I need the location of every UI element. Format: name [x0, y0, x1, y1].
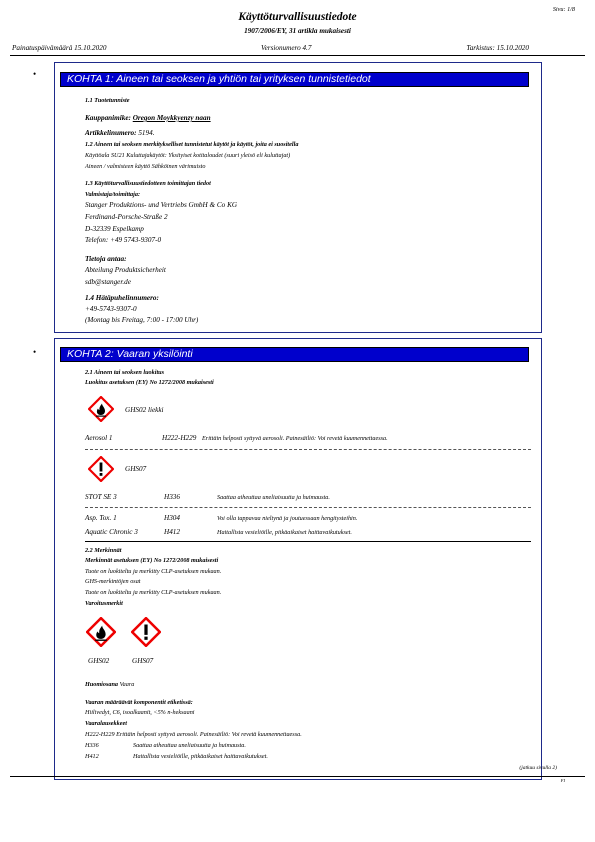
- pictograms-label: Varoitusmerkit: [85, 600, 123, 607]
- hazard-statement: Haitallista vesieliöille, pitkäaikaiset haittavaikutukset.: [133, 753, 268, 760]
- components-label: Vaaran määräävät komponentit etiketissä:: [85, 699, 193, 706]
- use-sector: Käyttöala SU21 Kuluttajakäytöt: Yksityiset kotitaloudet (suuri yleisö eli kuluttajat): [85, 152, 291, 159]
- ghs07-label: GHS07: [125, 465, 147, 473]
- s1-3-title: 1.3 Käyttöturvallisuustiedotteen toimittajan tiedot: [85, 180, 211, 187]
- trade-name-row: [85, 114, 211, 122]
- s1-2-title: 1.2 Aineen tai seoksen merkitykselliset tunnistetut käytöt ja käytöt, joita ei suositella: [85, 141, 299, 148]
- asp-hcode: H304: [164, 514, 180, 522]
- hazard-label: Vaaralausekkeet: [85, 720, 127, 727]
- components-value: Hiilivedyt, C6, isoalkaanit, <5% n-heksaani: [85, 709, 195, 716]
- header-divider: [10, 55, 585, 56]
- aerosol-hcode: H222-H229: [162, 434, 197, 442]
- article-value: 5194.: [138, 129, 155, 137]
- document-title: Käyttöturvallisuustiedote: [238, 11, 357, 23]
- ghs02-label: GHS02 liekki: [125, 406, 164, 414]
- exclamation-icon: [131, 617, 161, 647]
- emergency-line: +49-5743-9307-0: [85, 305, 137, 313]
- asp-text: Voi olla tappavaa nieltynä ja joutuessaan hengitysteihin.: [217, 515, 358, 522]
- aquatic-class: Aquatic Chronic 3: [85, 528, 138, 536]
- trade-name-value: Oregon Moykkyenzy naan: [132, 114, 211, 122]
- s2-2-title: 2.2 Merkinnät: [85, 547, 122, 554]
- signal-label: Huomiosana: [85, 681, 119, 688]
- asp-class: Asp. Tox. 1: [85, 514, 117, 522]
- hazard-statement: Saattaa aiheuttaa uneliaisuutta ja huimausta.: [133, 742, 246, 749]
- print-date: Painatuspäivämäärä 15.10.2020: [12, 44, 107, 52]
- info-line: sdb@stanger.de: [85, 278, 131, 286]
- country-code: FI: [560, 778, 565, 783]
- page-number: Sivu: 1/8: [552, 6, 575, 13]
- maker-label: Valmistaja/toimittaja:: [85, 191, 141, 198]
- labelling-line: Tuote on luokiteltu ja merkitty CLP-asetuksen mukaan.: [85, 589, 222, 596]
- version-number: Versionumero 4.7: [261, 44, 312, 52]
- revision-date: Tarkistus: 15.10.2020: [466, 44, 529, 52]
- info-label: Tietoja antaa:: [85, 255, 127, 263]
- s1-4-title: 1.4 Hätäpuhelinnumero:: [85, 294, 159, 302]
- hazard-code: H412: [85, 753, 99, 760]
- section-2-heading: KOHTA 2: Vaaran yksilöinti: [60, 347, 529, 362]
- labelling-line: GHS-merkintöjen osat: [85, 578, 141, 585]
- continued-note: (jatkuu sivulla 2): [519, 765, 557, 771]
- aquatic-hcode: H412: [164, 528, 180, 536]
- exclamation-icon: [88, 456, 114, 482]
- hazard-statement: H222-H229 Erittäin helposti syttyvä aerosoli. Painesäiliö: Voi revetä kuumennettaessa.: [85, 731, 302, 738]
- signal-row: [85, 681, 134, 688]
- subsection-divider: [85, 541, 531, 542]
- pictogram-caption: GHS02: [88, 657, 110, 665]
- hazard-code: H336: [85, 742, 99, 749]
- s2-1-subtitle: Luokitus asetuksen (EY) No 1272/2008 mukaisesti: [85, 379, 214, 386]
- signal-word: Vaara: [119, 681, 135, 688]
- row-separator: [85, 449, 531, 450]
- change-marker: •: [33, 69, 37, 79]
- stot-class: STOT SE 3: [85, 493, 117, 501]
- flame-icon: [86, 617, 116, 647]
- use-purpose: Aineen / valmisteen käyttö Sähköinen värimuisto: [85, 163, 206, 170]
- stot-hcode: H336: [164, 493, 180, 501]
- maker-line: Telefon: +49 5743-9307-0: [85, 236, 162, 244]
- stot-text: Saattaa aiheuttaa uneliaisuutta ja huimausta.: [217, 494, 330, 501]
- article-row: [85, 129, 155, 137]
- footer-divider: [10, 776, 585, 777]
- aquatic-text: Haitallista vesieliöille, pitkäaikaiset haittavaikutukset.: [217, 529, 352, 536]
- aerosol-text: Erittäin helposti syttyvä aerosoli. Painesäiliö: Voi revetä kuumennettaessa.: [202, 435, 388, 442]
- document-subtitle: 1907/2006/EY, 31 artikla mukaisesti: [244, 27, 351, 35]
- flame-icon: [88, 396, 114, 422]
- aerosol-class: Aerosol 1: [85, 434, 113, 442]
- maker-line: Stanger Produktions- und Vertriebs GmbH & Co KG: [85, 201, 238, 209]
- change-marker: •: [33, 347, 37, 357]
- section-1-heading: KOHTA 1: Aineen tai seoksen ja yhtiön tai yrityksen tunnistetiedot: [60, 72, 529, 87]
- maker-line: D-32339 Espelkamp: [85, 225, 144, 233]
- labelling-line: Tuote on luokiteltu ja merkitty CLP-asetuksen mukaan.: [85, 568, 222, 575]
- pictogram-caption: GHS07: [132, 657, 154, 665]
- s2-1-title: 2.1 Aineen tai seoksen luokitus: [85, 369, 165, 376]
- row-separator: [85, 507, 531, 508]
- trade-name-label: Kauppanimike:: [85, 114, 131, 122]
- emergency-line: (Montag bis Freitag, 7:00 - 17:00 Uhr): [85, 316, 199, 324]
- s2-2-subtitle: Merkinnät asetuksen (EY) No 1272/2008 mukaisesti: [85, 557, 219, 564]
- maker-line: Ferdinand-Porsche-Straße 2: [85, 213, 168, 221]
- s1-1-title: 1.1 Tuotetunniste: [85, 97, 130, 104]
- article-label: Artikkelinumero:: [85, 129, 137, 137]
- info-line: Abteilung Produktsicherheit: [85, 266, 166, 274]
